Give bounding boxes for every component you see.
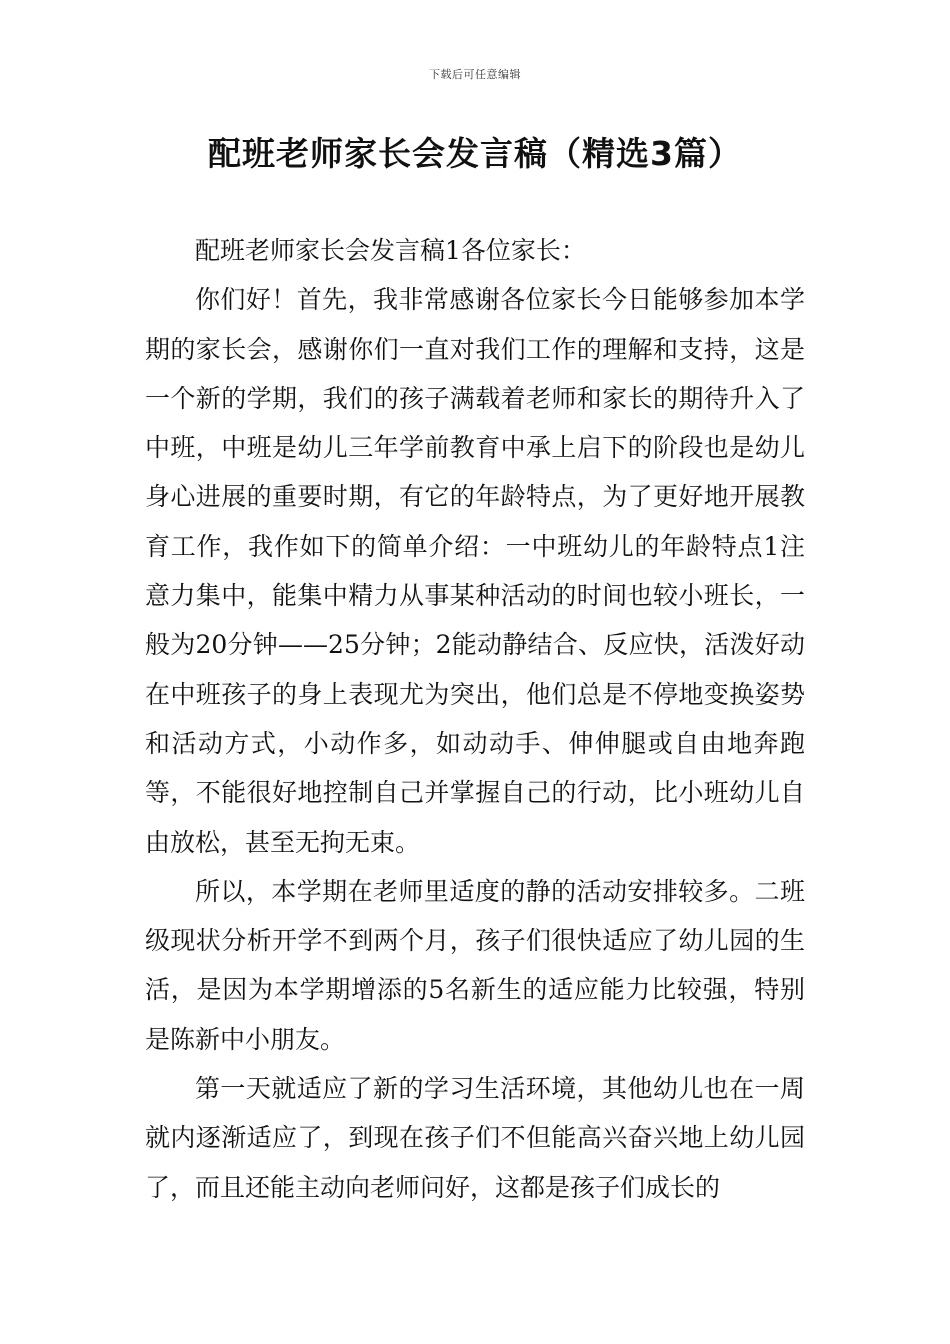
paragraph: 第一天就适应了新的学习生活环境，其他幼儿也在一周就内逐渐适应了，到现在孩子们不但能高兴奋兴地上幼儿园了，而且还能主动向老师问好，这都是孩子们成长的 bbox=[145, 1074, 805, 1202]
paragraph: 配班老师家长会发言稿1各位家长： bbox=[195, 236, 586, 265]
paragraph: 你们好！首先，我非常感谢各位家长今日能够参加本学期的家长会，感谢你们一直对我们工作的理解和支持，这是一个新的学期，我们的孩子满载着老师和家长的期待升入了中班，中班是幼儿三年学前教育中承上启下的阶段也是幼儿身心进展的重要时期，有它的年龄特点，为了更好地开展教育工作，我作如下的简单介绍：一中班幼儿的年龄特点1注意力集中，能集中精力从事某种活动的时间也较小班长，一般为20分钟——25分钟；2能动静结合、反应快，活泼好动在中班孩子的身上表现尤为突出，他们总是不停地变换姿势和活动方式，小动作多，如动动手、伸伸腿或自由地奔跑等，不能很好地控制自己并掌握自己的行动，比小班幼儿自由放松，甚至无拘无束。 bbox=[145, 285, 805, 857]
document-title: 配班老师家长会发言稿（精选3篇） bbox=[208, 134, 742, 173]
document-body bbox=[145, 226, 805, 1212]
header-note: 下载后可任意编辑 bbox=[429, 68, 521, 81]
paragraph: 所以，本学期在老师里适度的静的活动安排较多。二班级现状分析开学不到两个月，孩子们很快适应了幼儿园的生活，是因为本学期增添的5名新生的适应能力比较强，特别是陈新中小朋友。 bbox=[145, 876, 805, 1054]
